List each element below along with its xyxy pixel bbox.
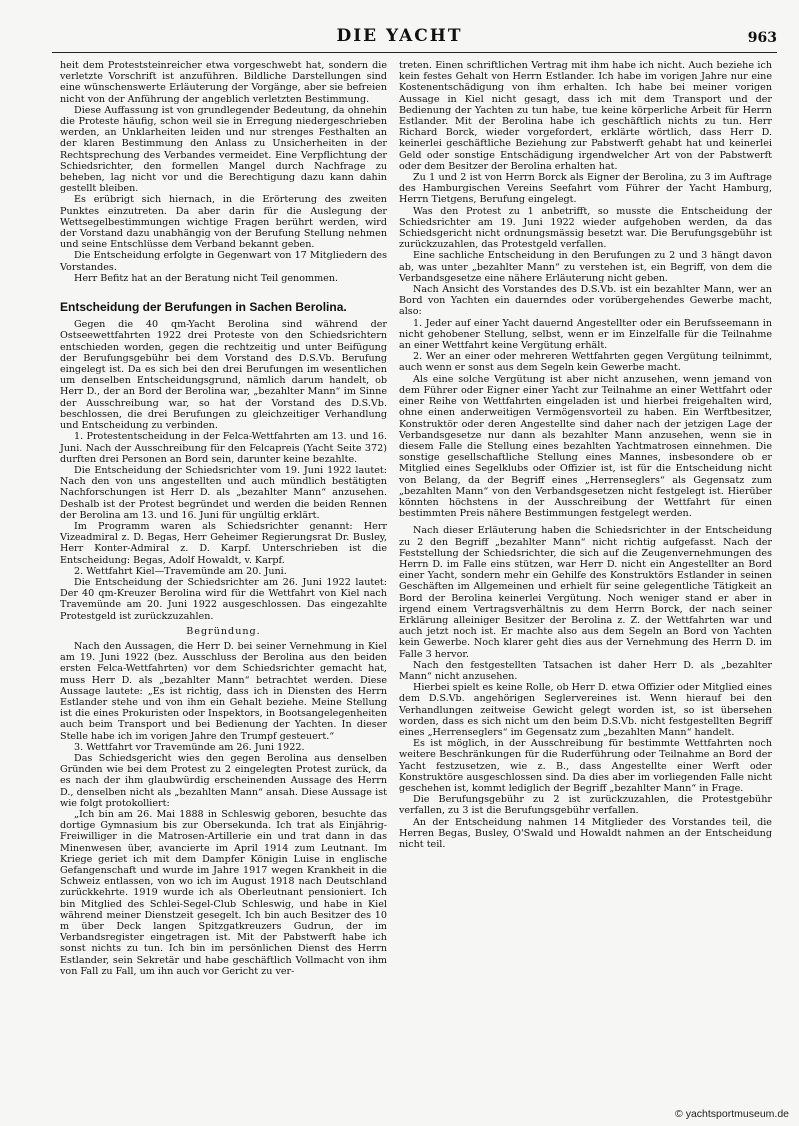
- paragraph: Was den Protest zu 1 anbetrifft, so musste die Entscheidung der Schiedsrichter am 19. Juni 1922 wieder aufgehoben werden, da das Schiedsgericht nicht ordnungsmässig besetzt war. Die Berufungsgebühr ist zurückzuzahlen, das Protestgeld verfallen.: [399, 205, 772, 251]
- paragraph: 2. Wer an einer oder mehreren Wettfahrten gegen Vergütung teilnimmt, auch wenn er sonst aus dem Segeln kein Gewerbe macht.: [399, 351, 772, 374]
- paragraph: Im Programm waren als Schiedsrichter genannt: Herr Vizeadmiral z. D. Begas, Herr Geheimer Regierungsrat Dr. Busley, Herr Konter-Admiral z. D. Karpf. Unterschrieben ist die Entscheidung: Begas, Adolf Howaldt, v. Karpf.: [60, 520, 387, 566]
- paragraph: Zu 1 und 2 ist von Herrn Borck als Eigner der Berolina, zu 3 im Auftrage des Hamburgischen Vereins Seefahrt vom Führer der Yacht Hamburg, Herrn Tietgens, Berufung eingelegt.: [399, 172, 772, 206]
- section-heading: Entscheidung der Berufungen in Sachen Berolina.: [60, 300, 347, 315]
- paragraph: „Ich bin am 26. Mai 1888 in Schleswig geboren, besuchte das dortige Gymnasium bis zur Obersekunda. Ich trat als Einjährig-Freiwilliger in die Matrosen-Artillerie ein und trat dann in das Minenwesen über, avancierte im April 1914 zum Leutnant. Im Kriege geriet ich mit dem Dampfer Königin Luise in englische Gefangenschaft und wurde im Jahre 1917 wegen Krankheit in die Schweiz entlassen, von wo ich im August 1918 nach Deutschland zurückkehrte. 1919 wurde ich als Oberleutnant pensioniert. Ich bin Mitglied des Schlei-Segel-Club Schleswig, und habe in Kiel während meiner Dienstzeit gesegelt. Ich bin auch Besitzer des 10 m über Deck langen Spitzgatkreuzers Gudrun, der im Verbandsregister eingetragen ist. Mit der Pabstwerft habe ich sonst nichts zu tun. Ich bin im persönlichen Dienst des Herrn Estlander, sein Sekretär und habe geschäftlich Vollmacht von ihm von Fall zu Fall, um ihn auch vor Gericht zu ver-: [60, 809, 387, 977]
- paragraph: Nach Ansicht des Vorstandes des D.S.Vb. ist ein bezahlter Mann, wer an Bord von Yachten ein dauerndes oder vorübergehendes Gewerbe macht, also:: [399, 284, 772, 318]
- paragraph: Nach dieser Erläuterung haben die Schiedsrichter in der Entscheidung zu 2 den Begriff „bezahlter Mann“ nicht richtig aufgefasst. Nach der Feststellung der Schiedsrichter, die sich auf die Zeugenvernehmungen des Herrn D. im Falle eins stützen, war Herr D. nicht ein Angestellter an Bord einer Yacht, sondern mehr ein Gehilfe des Konstruktörs Estlander in seinen Geschäften im Allgemeinen und erhielt für seine gelegentliche Tätigkeit an Bord der Berolina keinerlei Vergütung. Noch weniger stand er aber in irgend einem Vertragsverhältnis zu dem Herrn Borck, der nach seiner Erklärung alleiniger Besitzer der Berolina z. Z. der Wettfahrten war und auch jetzt noch ist. Er machte also aus dem Segeln an Bord von Yachten kein Gewerbe. Noch klarer geht dies aus der Vernehmung des Herrn D. im Falle 3 hervor.: [399, 525, 772, 660]
- paragraph: Gegen die 40 qm-Yacht Berolina sind während der Ostseewettfahrten 1922 drei Proteste von den Schiedsrichtern entschieden worden, gegen die rechtzeitig und unter Beifügung der Berufungsgebühr bei dem Vorstand des D.S.Vb. Berufung eingelegt ist. Da es sich bei den drei Berufungen im wesentlichen um denselben Entscheidungsgrund, nämlich darum handelt, ob Herr D., der an Bord der Berolina war, „bezahlter Mann“ im Sinne der Ausschreibung war, so hat der Vorstand des D.S.Vb. beschlossen, die drei Berufungen zu gleichzeitiger Verhandlung und Entscheidung zu verbinden.: [60, 319, 387, 432]
- watermark: © yachtsportmuseum.de: [675, 1108, 789, 1120]
- paragraph: heit dem Proteststeinreicher etwa vorgeschwebt hat, sondern die verletzte Vorschrift ist anzuführen. Bildliche Darstellungen sind eine wünschenswerte Erläuterung der Vorgänge, aber sie befreien nicht von der Anführung der angeblich verletzten Bestimmung.: [60, 60, 387, 105]
- paragraph: 1. Jeder auf einer Yacht dauernd Angestellter oder ein Berufsseemann in nicht gehobener Stellung, selbst, wenn er im Einzelfalle für die Teilnahme an einer Wettfahrt keine Vergütung erhält.: [399, 317, 772, 352]
- paragraph: Die Entscheidung erfolgte in Gegenwart von 17 Mitgliedern des Vorstandes.: [60, 250, 387, 273]
- paragraph: Es ist möglich, in der Ausschreibung für bestimmte Wettfahrten noch weitere Beschränkungen für die Ruderführung oder Teilnahme an Bord der Yacht festzusetzen, wie z. B., dass Angestellte einer Werft oder Konstruktöre ausgeschlossen sind. Da dies aber im vorliegenden Falle nicht geschehen ist, kommt lediglich der Begriff „bezahlter Mann“ in Frage.: [399, 738, 772, 794]
- paragraph: Eine sachliche Entscheidung in den Berufungen zu 2 und 3 hängt davon ab, was unter „bezahlter Mann“ zu verstehen ist, ein Begriff, von dem die Verbandsgesetze eine nähere Erläuterung nicht geben.: [399, 250, 772, 284]
- paragraph: Die Entscheidung der Schiedsrichter am 26. Juni 1922 lautet: Der 40 qm-Kreuzer Berolina wird für die Wettfahrt von Kiel nach Travemünde am 20. Juni 1922 ausgeschlossen. Das eingezahlte Protestgeld ist zurückzuzahlen.: [60, 576, 387, 622]
- paragraph: Die Entscheidung der Schiedsrichter vom 19. Juni 1922 lautet: Nach den von uns angestellten und auch mündlich bestätigten Nachforschungen ist Herr D. als „bezahlter Mann“ anzusehen. Deshalb ist der Protest begründet und werden die beiden Rennen der Berolina am 13. und 16. Juni für ungültig erklärt.: [60, 464, 387, 521]
- page-header: [0, 26, 799, 50]
- page-number: 963: [747, 30, 777, 46]
- paragraph: Nach den Aussagen, die Herr D. bei seiner Vernehmung in Kiel am 19. Juni 1922 (bez. Ausschluss der Berolina aus den beiden ersten Felca-Wettfahrten) vor dem Schiedsrichter gemacht hat, muss Herr D. als „bezahlter Mann“ betrachtet werden. Diese Aussage lautete: „Es ist richtig, dass ich in Diensten des Herrn Estlander stehe und von ihm ein Gehalt beziehe. Meine Stellung ist die eines Prokuristen oder Inspektors, in Bootsangelegenheiten auch beim Transport und bei Bedienung der Yachten. In dieser Stelle habe ich im vorigen Jahre den Trumpf gesteuert.“: [60, 640, 387, 742]
- paragraph: treten. Einen schriftlichen Vertrag mit ihm habe ich nicht. Auch beziehe ich kein festes Gehalt von Herrn Estlander. Ich habe im vorigen Jahre nur eine Kostenentschädigung von ihm erhalten. Ich habe bei meiner vorigen Aussage in Kiel nicht gesagt, dass ich mit dem Transport und der Bedienung der Yachten zu tun habe, tue keine körperliche Arbeit für Herrn Estlander. Mit der Berolina habe ich geschäftlich nichts zu tun. Herr Richard Borck, wieder vorgefordert, erklärte wörtlich, dass Herr D. keinerlei geschäftliche Beziehung zur Pabstwerft gehabt hat und keinerlei Geld oder sonstige Entschädigung irgendwelcher Art von der Pabstwerft oder dem Besitzer der Berolina erhalten hat.: [399, 60, 772, 172]
- paragraph: Hierbei spielt es keine Rolle, ob Herr D. etwa Offizier oder Mitglied eines dem D.S.Vb. angehörigen Seglervereines ist. Wenn hierauf bei den Verhandlungen zeitweise Gewicht gelegt worden ist, so ist übersehen worden, dass es sich nicht um den beim D.S.Vb. nicht festgestellten Begriff eines „Herrenseglers“ im Gegensatz zum „bezahlten Mann“ handelt.: [399, 682, 772, 738]
- paragraph: Es erübrigt sich hiernach, in die Erörterung des zweiten Punktes einzutreten. Da aber darin für die Auslegung der Wettsegelbestimmungen wichtige Fragen berührt werden, wird der Vorstand dazu unabhängig von der Berufung Stellung nehmen und seine Entschlüsse dem Verband bekannt geben.: [60, 194, 387, 251]
- paragraph: 2. Wettfahrt Kiel—Travemünde am 20. Juni.: [74, 565, 287, 577]
- paragraph: Das Schiedsgericht wies den gegen Berolina aus denselben Gründen wie bei dem Protest zu 2 eingelegten Protest zurück, da es nach der ihm glaubwürdig erscheinenden Aussage des Herrn D., denselben nicht als „bezahlten Mann“ ansah. Diese Aussage ist wie folgt protokolliert:: [60, 752, 387, 809]
- paragraph: Nach den festgestellten Tatsachen ist daher Herr D. als „bezahlter Mann“ nicht anzusehen.: [399, 659, 772, 682]
- paragraph: Herr Befitz hat an der Beratung nicht Teil genommen.: [74, 272, 339, 284]
- right-column: [399, 60, 772, 850]
- paragraph: 3. Wettfahrt vor Travemünde am 26. Juni 1922.: [74, 741, 305, 753]
- paragraph: Diese Auffassung ist von grundlegender Bedeutung, da ohnehin die Proteste häufig, schon weil sie in Erregung niedergeschrieben werden, an Unklarheiten leiden und nur strenges Festhalten an der klaren Bestimmung den Anlass zu Unsicherheiten in der Rechtsprechung des Verbandes vermeidet. Eine Verpflichtung der Schiedsrichter, den formellen Mangel durch Nachfrage zu beheben, lag nicht vor und die Berechtigung dazu kann dahin gestellt bleiben.: [60, 104, 387, 195]
- journal-title: DIE YACHT: [336, 26, 463, 46]
- paragraph: 1. Protestentscheidung in der Felca-Wettfahrten am 13. und 16. Juni. Nach der Ausschreibung für den Felcapreis (Yacht Seite 372) durften drei Personen an Bord sein, darunter keine bezahlte.: [60, 431, 387, 465]
- paragraph: An der Entscheidung nahmen 14 Mitglieder des Vorstandes teil, die Herren Begas, Busley, O'Swald und Howaldt nahmen an der Entscheidung nicht teil.: [399, 816, 772, 851]
- left-column: [60, 60, 387, 977]
- header-rule: [52, 52, 777, 53]
- begruendung-heading: Begründung.: [186, 625, 261, 637]
- paragraph: Als eine solche Vergütung ist aber nicht anzusehen, wenn jemand von dem Führer oder Eigner einer Yacht zur Teilnahme an einer Wettfahrt oder einer Reihe von Wettfahrten eingeladen ist und hierbei freigehalten wird, ohne einen anderweitigen Vermögensvorteil zu haben. Ein Werftbesitzer, Konstruktör oder deren Angestellte sind daher nach der jetzigen Lage der Verbandsgesetze nur dann als bezahlter Mann anzusehen, wenn sie in diesem Falle die Stellung eines bezahlten Yachtmatrosen einnehmen. Die sonstige gesellschaftliche Stellung eines Mannes, insbesondere ob er Mitglied eines Segelklubs oder Offizier ist, ist für die Entscheidung nicht von Belang, da der Begriff eines „Herrenseglers“ als Gegensatz zum „bezahlten Mann“ von den Verbandsgesetzen nicht festgelegt ist. Hierüber könnten höchstens in der Ausschreibung der Wettfahrt für einen bestimmten Preis nähere Bestimmungen festgelegt werden.: [399, 373, 772, 520]
- paragraph: Die Berufungsgebühr zu 2 ist zurückzuzahlen, die Protestgebühr verfallen, zu 3 ist die Berufungsgebühr verfallen.: [399, 794, 772, 817]
